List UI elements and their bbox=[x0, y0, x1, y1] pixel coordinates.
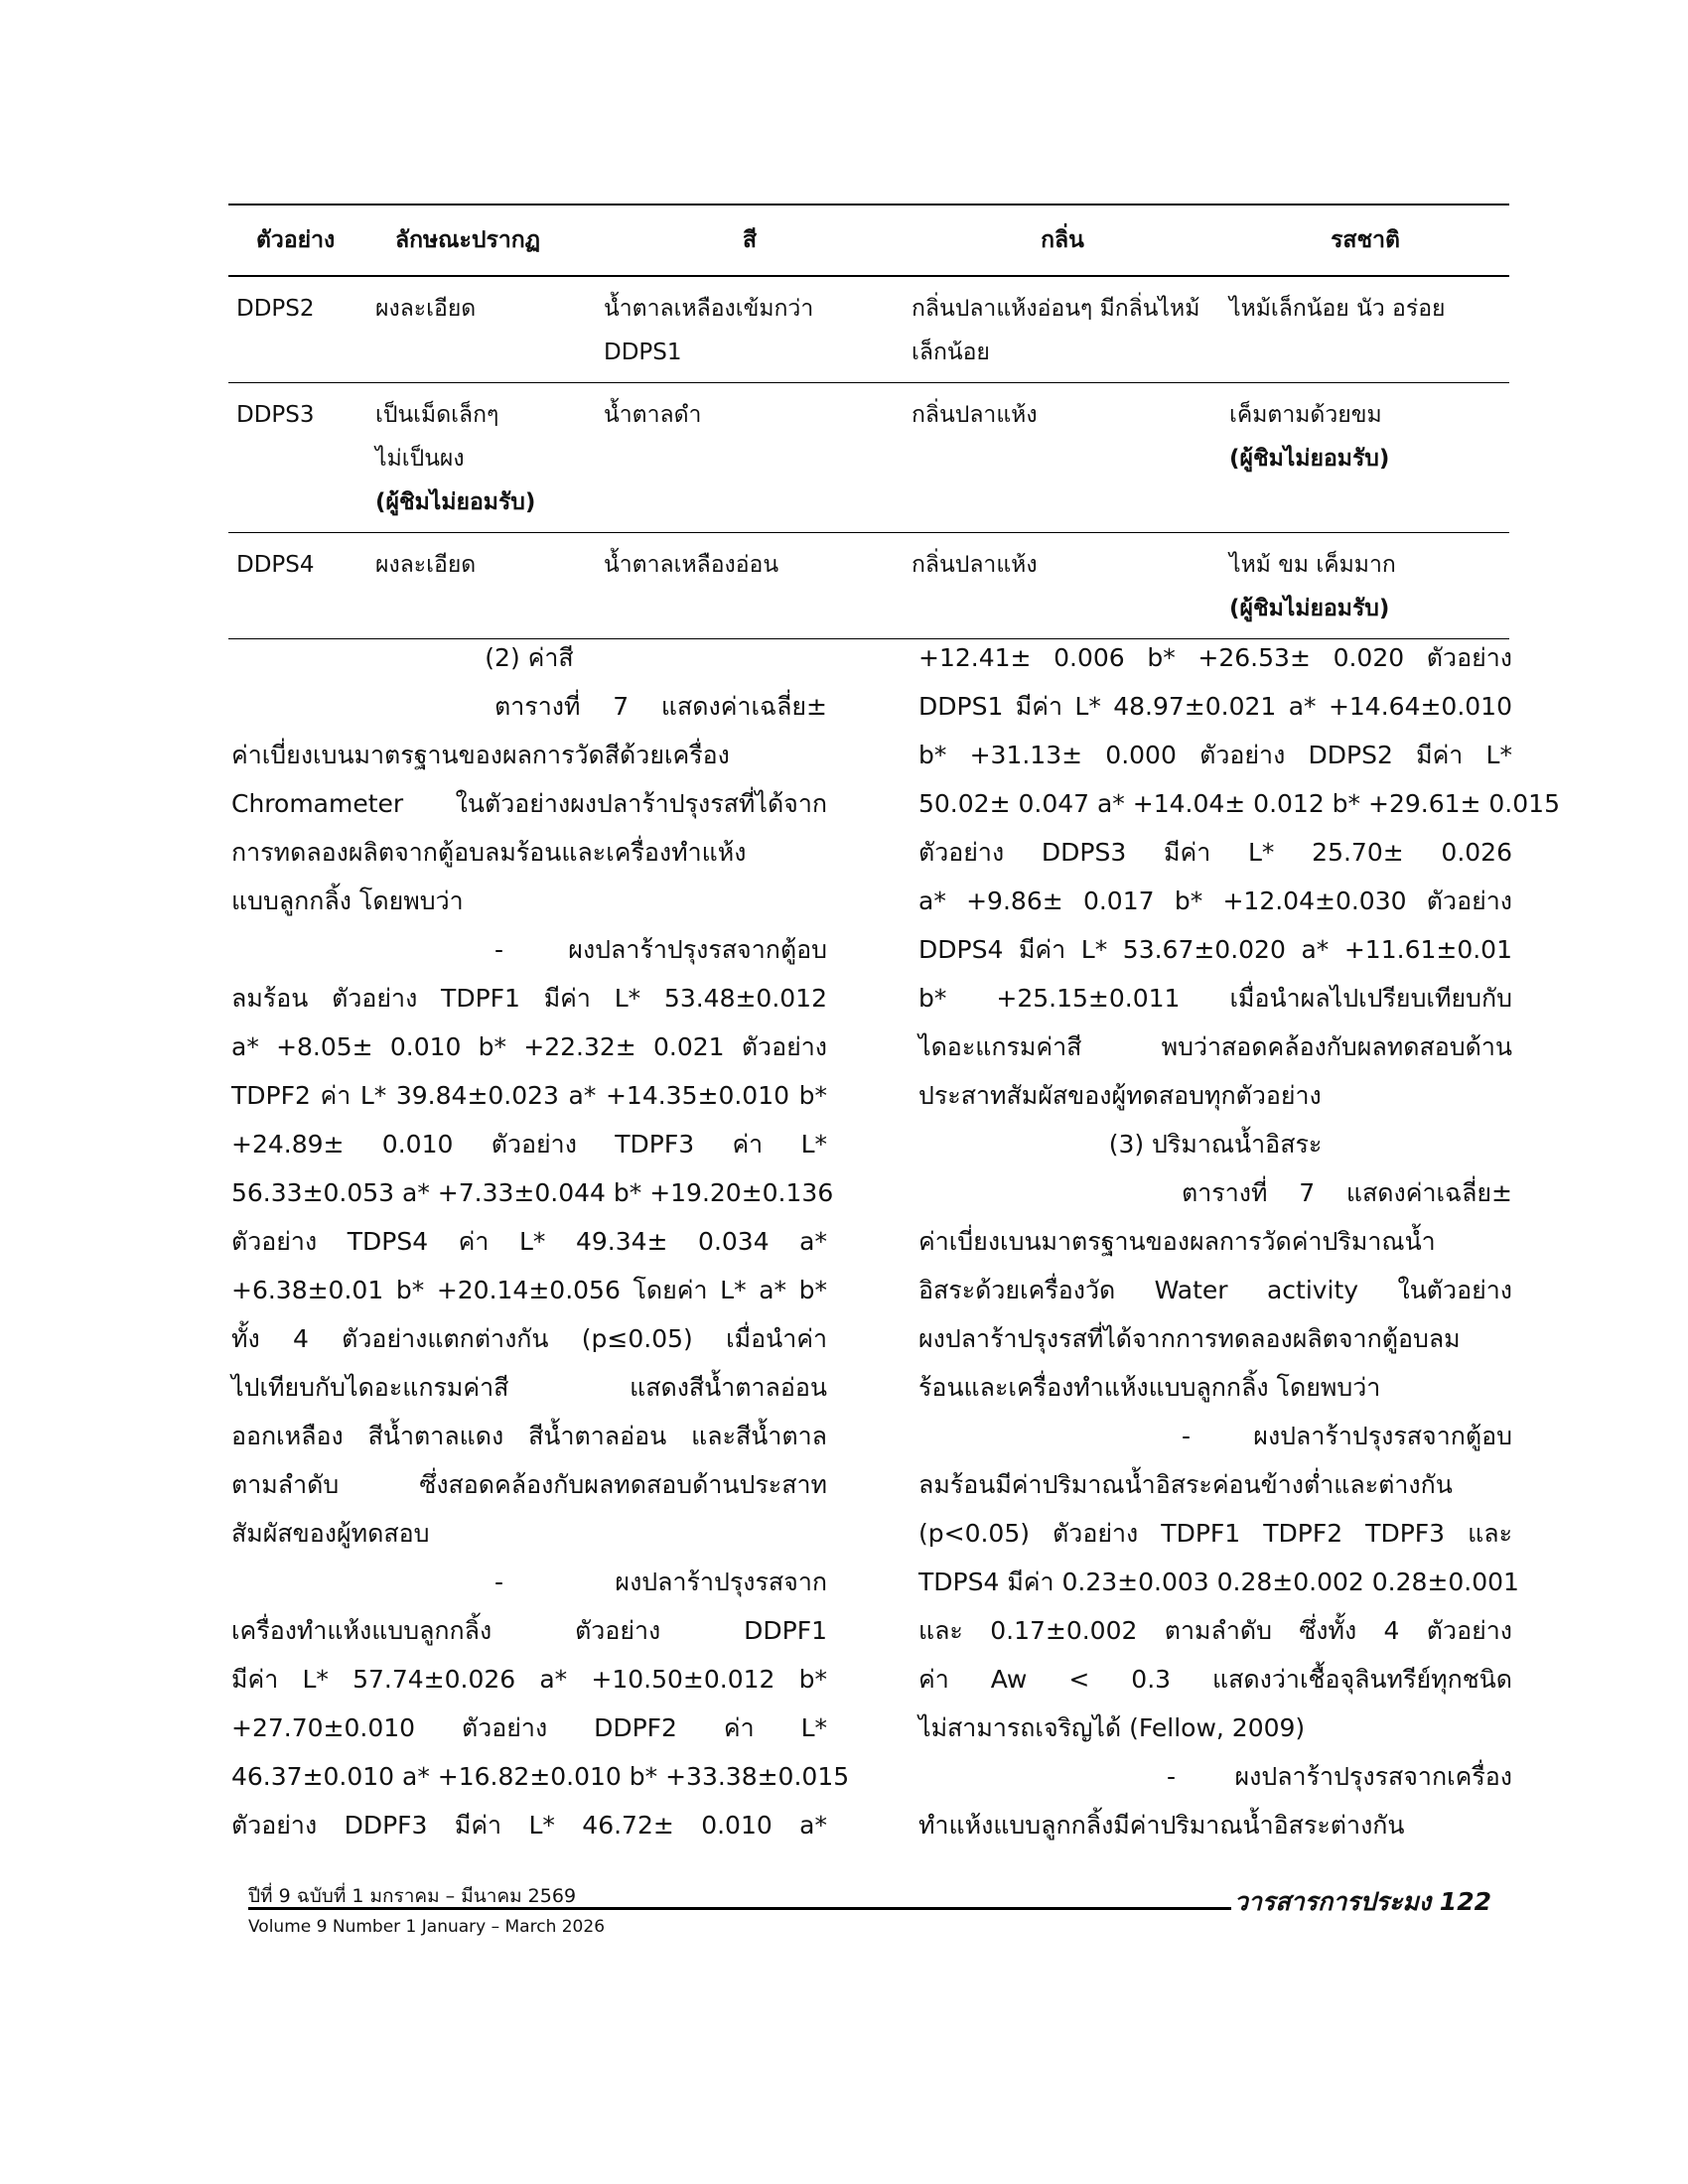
cell-color: น้ำตาลเหลืองอ่อน bbox=[604, 552, 779, 578]
paragraph-line: ตารางที่ 7 แสดงค่าเฉลี่ย± bbox=[494, 692, 827, 721]
cell-appearance: ผงละเอียด bbox=[375, 296, 477, 322]
paragraph-line: อิสระด้วยเครื่องวัด Water activity ในตัวอย่าง bbox=[918, 1276, 1512, 1304]
footer-journal-page: วารสารการประมง 122 bbox=[1233, 1887, 1491, 1916]
paragraph-line: DDPS1 มีค่า L* 48.97±0.021 a* +14.64±0.010 bbox=[918, 692, 1512, 721]
paragraph-line: DDPS4 มีค่า L* 53.67±0.020 a* +11.61±0.01 bbox=[918, 935, 1512, 964]
paragraph-line: ออกเหลือง สีน้ำตาลแดง สีน้ำตาลอ่อน และสีน้ำตาล bbox=[231, 1422, 827, 1450]
paragraph-line: - ผงปลาร้าปรุงรสจาก bbox=[494, 1568, 827, 1596]
paragraph-line: +6.38±0.01 b* +20.14±0.056 โดยค่า L* a* b* bbox=[231, 1276, 827, 1304]
paragraph-line: มีค่า L* 57.74±0.026 a* +10.50±0.012 b* bbox=[231, 1665, 827, 1694]
paragraph-line: +24.89± 0.010 ตัวอย่าง TDPF3 ค่า L* bbox=[231, 1130, 827, 1159]
paragraph-line: - ผงปลาร้าปรุงรสจากเครื่อง bbox=[1167, 1762, 1512, 1791]
right-text-column bbox=[918, 633, 1560, 1849]
cell-sample: DDPS3 bbox=[236, 402, 315, 428]
paragraph-line: ลมร้อนมีค่าปริมาณน้ำอิสระค่อนข้างต่ำและต่างกัน bbox=[918, 1470, 1453, 1499]
paragraph-line: ทำแห้งแบบลูกกลิ้งมีค่าปริมาณน้ำอิสระต่างกัน bbox=[918, 1811, 1405, 1840]
paragraph-line: แบบลูกกลิ้ง โดยพบว่า bbox=[231, 887, 464, 915]
paragraph-line: ทั้ง 4 ตัวอย่างแตกต่างกัน (p≤0.05) เมื่อนำค่า bbox=[231, 1324, 827, 1353]
cell-odor: กลิ่นปลาแห้ง bbox=[912, 402, 1038, 428]
paragraph-line: 50.02± 0.047 a* +14.04± 0.012 b* +29.61± 0.015 bbox=[918, 789, 1560, 818]
paragraph-line: ไม่สามารถเจริญได้ (Fellow, 2009) bbox=[918, 1713, 1306, 1742]
paragraph-line: ค่าเบี่ยงเบนมาตรฐานของผลการวัดค่าปริมาณน้ำ bbox=[918, 1227, 1436, 1256]
paragraph-line: +12.41± 0.006 b* +26.53± 0.020 ตัวอย่าง bbox=[918, 643, 1512, 672]
left-text-column bbox=[231, 633, 850, 1849]
footer-issue-thai: ปีที่ 9 ฉบับที่ 1 มกราคม – มีนาคม 2569 bbox=[248, 1885, 577, 1907]
table-row bbox=[228, 276, 1509, 383]
paragraph-line: ร้อนและเครื่องทำแห้งแบบลูกกลิ้ง โดยพบว่า bbox=[918, 1373, 1381, 1402]
cell-color: น้ำตาลเหลืองเข้มกว่า DDPS1 bbox=[604, 296, 814, 365]
paragraph-line: 56.33±0.053 a* +7.33±0.044 b* +19.20±0.136 bbox=[231, 1178, 834, 1207]
header-taste: รสชาติ bbox=[1331, 227, 1400, 253]
cell-odor: กลิ่นปลาแห้งอ่อนๆ มีกลิ่นไหม้ เล็กน้อย bbox=[912, 296, 1200, 365]
table-header-row bbox=[228, 205, 1509, 276]
paragraph-line: ประสาทสัมผัสของผู้ทดสอบทุกตัวอย่าง bbox=[918, 1081, 1322, 1110]
paragraph-line: ลมร้อน ตัวอย่าง TDPF1 มีค่า L* 53.48±0.012 bbox=[231, 984, 827, 1013]
paragraph-line: เครื่องทำแห้งแบบลูกกลิ้ง ตัวอย่าง DDPF1 bbox=[231, 1616, 827, 1645]
paragraph-line: การทดลองผลิตจากตู้อบลมร้อนและเครื่องทำแห้ง bbox=[231, 838, 747, 867]
paragraph-line: TDPS4 มีค่า 0.23±0.003 0.28±0.002 0.28±0.001 bbox=[918, 1568, 1519, 1596]
footer-issue-english: Volume 9 Number 1 January – March 2026 bbox=[248, 1917, 606, 1937]
paragraph-line: ไดอะแกรมค่าสี พบว่าสอดคล้องกับผลทดสอบด้าน bbox=[918, 1032, 1512, 1061]
paragraph-line: (p<0.05) ตัวอย่าง TDPF1 TDPF2 TDPF3 และ bbox=[918, 1519, 1512, 1548]
paragraph-line: a* +9.86± 0.017 b* +12.04±0.030 ตัวอย่าง bbox=[918, 887, 1512, 915]
paragraph-line: TDPF2 ค่า L* 39.84±0.023 a* +14.35±0.010 b* bbox=[231, 1081, 827, 1110]
table-row bbox=[228, 383, 1509, 533]
cell-taste: ไหม้ ขม เค็มมาก (ผู้ชิมไม่ยอมรับ) bbox=[1229, 552, 1396, 621]
header-odor: กลิ่น bbox=[1041, 227, 1084, 253]
paragraph-line: 46.37±0.010 a* +16.82±0.010 b* +33.38±0.015 bbox=[231, 1762, 850, 1791]
header-appearance: ลักษณะปรากฏ bbox=[395, 227, 541, 253]
paragraph-line: - ผงปลาร้าปรุงรสจากตู้อบ bbox=[494, 935, 827, 964]
paragraph-line: ค่า Aw < 0.3 แสดงว่าเชื้อจุลินทรีย์ทุกชนิด bbox=[918, 1665, 1512, 1694]
paragraph-line: +27.70±0.010 ตัวอย่าง DDPF2 ค่า L* bbox=[231, 1713, 827, 1742]
header-color: สี bbox=[742, 227, 758, 253]
cell-sample: DDPS2 bbox=[236, 296, 315, 322]
paragraph-line: ไปเทียบกับไดอะแกรมค่าสี แสดงสีน้ำตาลอ่อน bbox=[231, 1373, 827, 1402]
paragraph-line: Chromameter ในตัวอย่างผงปลาร้าปรุงรสที่ได้จาก bbox=[231, 789, 827, 818]
paragraph-line: ค่าเบี่ยงเบนมาตรฐานของผลการวัดสีด้วยเครื่อง bbox=[231, 741, 730, 769]
header-sample: ตัวอย่าง bbox=[256, 227, 336, 253]
paragraph-line: และ 0.17±0.002 ตามลำดับ ซึ่งทั้ง 4 ตัวอย่าง bbox=[918, 1616, 1512, 1645]
paragraph-line: ตารางที่ 7 แสดงค่าเฉลี่ย± bbox=[1182, 1178, 1512, 1207]
paragraph-line: สัมผัสของผู้ทดสอบ bbox=[231, 1519, 430, 1548]
cell-appearance: เป็นเม็ดเล็กๆ ไม่เป็นผง (ผู้ชิมไม่ยอมรับ) bbox=[375, 402, 536, 515]
paragraph-line: a* +8.05± 0.010 b* +22.32± 0.021 ตัวอย่าง bbox=[231, 1032, 827, 1061]
cell-appearance: ผงละเอียด bbox=[375, 552, 477, 578]
table-row bbox=[228, 533, 1509, 639]
sensory-evaluation-table bbox=[228, 204, 1509, 639]
paragraph-line: ตัวอย่าง TDPS4 ค่า L* 49.34± 0.034 a* bbox=[231, 1227, 827, 1256]
paragraph-line: ตามลำดับ ซึ่งสอดคล้องกับผลทดสอบด้านประสาท bbox=[231, 1470, 827, 1499]
paragraph-line: - ผงปลาร้าปรุงรสจากตู้อบ bbox=[1182, 1422, 1512, 1450]
cell-taste: เค็มตามด้วยขม (ผู้ชิมไม่ยอมรับ) bbox=[1229, 402, 1390, 472]
cell-sample: DDPS4 bbox=[236, 552, 315, 578]
paragraph-line: b* +25.15±0.011 เมื่อนำผลไปเปรียบเทียบกับ bbox=[918, 984, 1512, 1013]
footer-divider bbox=[248, 1907, 1231, 1910]
paragraph-line: ผงปลาร้าปรุงรสที่ได้จากการทดลองผลิตจากตู้อบลม bbox=[918, 1324, 1461, 1353]
cell-odor: กลิ่นปลาแห้ง bbox=[912, 552, 1038, 578]
cell-taste: ไหม้เล็กน้อย นัว อร่อย bbox=[1229, 296, 1446, 322]
section-heading-color: (2) ค่าสี bbox=[485, 643, 574, 672]
paragraph-line: ตัวอย่าง DDPS3 มีค่า L* 25.70± 0.026 bbox=[918, 838, 1512, 867]
cell-color: น้ำตาลดำ bbox=[604, 402, 702, 428]
paragraph-line: ตัวอย่าง DDPF3 มีค่า L* 46.72± 0.010 a* bbox=[231, 1811, 827, 1840]
paragraph-line: b* +31.13± 0.000 ตัวอย่าง DDPS2 มีค่า L* bbox=[918, 741, 1512, 769]
section-heading-water-activity: (3) ปริมาณน้ำอิสระ bbox=[1108, 1130, 1323, 1159]
